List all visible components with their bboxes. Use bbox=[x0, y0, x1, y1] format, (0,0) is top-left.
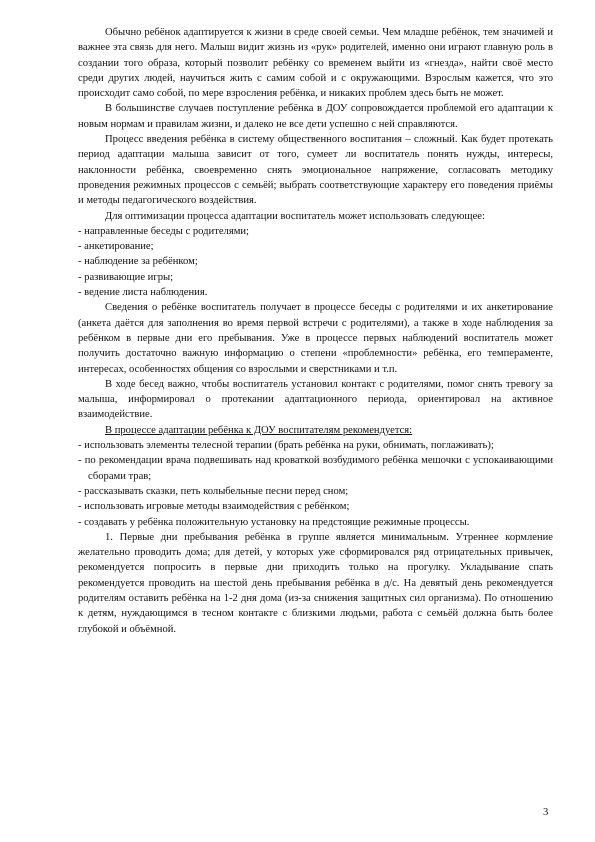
paragraph-parent-contact: В ходе бесед важно, чтобы воспитатель установил контакт с родителями, помог снять тревогу за малыша, информировал о протекании адаптационного периода, ориентировал на активное взаимодействие. bbox=[78, 378, 553, 421]
paragraph-family-adaptation: Обычно ребёнок адаптируется к жизни в среде своей семьи. Чем младше ребёнок, тем значимей и важнее эта связь для него. Малыш видит жизнь из «рук» родителей, именно они играют главную роль в создании того образа, который позволит ребёнку со временем выйти из «гнезда», найти своё место среди других людей, научиться жить с самим собой и с окружающими. Взрослым кажется, что это происходит само собой, по мере взросления ребёнка, и никаких проблем здесь быть не может. bbox=[78, 27, 553, 100]
paragraph-optimization-intro: Для оптимизации процесса адаптации воспитатель может использовать следующее: bbox=[105, 210, 485, 222]
paragraph-first-days: 1. Первые дни пребывания ребёнка в группе является минимальным. Утреннее кормление желательно проводить дома; для детей, у которых уже сформировался ряд отрицательных привычек, рекомендуется попросить в первые дни приходить только на прогулку. Укладывание спать рекомендуется проводить на шестой день пребывания ребёнка в д/с. На девятый день рекомендуется родителям оставить ребёнка на 1-2 дня дома (из-за снижения защитных сил организма). По отношению к детям, нуждающимся в тесном контакте с близкими людьми, работа с семьёй должна быть более глубокой и объёмной. bbox=[78, 531, 553, 635]
recommendation-item: - использовать элементы телесной терапии (брать ребёнка на руки, обнимать, поглаживать); bbox=[78, 440, 494, 452]
recommendation-item: - рассказывать сказки, петь колыбельные песни перед сном; bbox=[78, 485, 349, 497]
recommendation-item: - использовать игровые методы взаимодействия с ребёнком; bbox=[78, 501, 350, 513]
list-item: - направленные беседы с родителями; bbox=[78, 225, 250, 237]
page-number: 3 bbox=[543, 807, 549, 818]
recommendation-item: - создавать у ребёнка положительную установку на предстоящие режимные процессы. bbox=[78, 516, 470, 528]
paragraph-dou-admission: В большинстве случаев поступление ребёнка в ДОУ сопровождается проблемой его адаптации к новым нормам и правилам жизни, и далеко не все дети успешно с ней справляются. bbox=[78, 103, 553, 130]
list-item: - развивающие игры; bbox=[78, 271, 174, 283]
document-body bbox=[78, 25, 553, 637]
list-item: - ведение листа наблюдения. bbox=[78, 287, 208, 299]
paragraph-information-gathering: Сведения о ребёнке воспитатель получает в процессе беседы с родителями и их анкетирование (анкета даётся для заполнения во время первой встречи с родителями), а также в ходе наблюдения за ребёнком в первые дни его пребывания. Уже в процессе первых наблюдений воспитатель может получить достаточно важную информацию о степени «проблемности» ребёнка, его темпераменте, интересах, особенностях общения со взрослыми и сверстниками и т.п. bbox=[78, 302, 553, 375]
list-item: - наблюдение за ребёнком; bbox=[78, 256, 198, 268]
recommendations-heading-text: В процессе адаптации ребёнка к ДОУ воспитателям рекомендуется: bbox=[105, 424, 413, 436]
recommendation-item: - по рекомендации врача подвешивать над кроваткой возбудимого ребёнка мешочки с успокаивающими сборами трав; bbox=[78, 455, 553, 482]
paragraph-introduction-process: Процесс введения ребёнка в систему общественного воспитания – сложный. Как будет протекать период адаптации малыша зависит от того, сумеет ли воспитатель понять нужды, интересы, наклонности ребёнка, своевременно снять эмоциональное напряжение, согласовать методику проведения режимных процессов с семьёй; выбрать соответствующие характеру его поведения приёмы и методы педагогического воздействия. bbox=[78, 134, 553, 207]
list-item: - анкетирование; bbox=[78, 241, 154, 253]
recommendations-heading bbox=[78, 423, 553, 438]
